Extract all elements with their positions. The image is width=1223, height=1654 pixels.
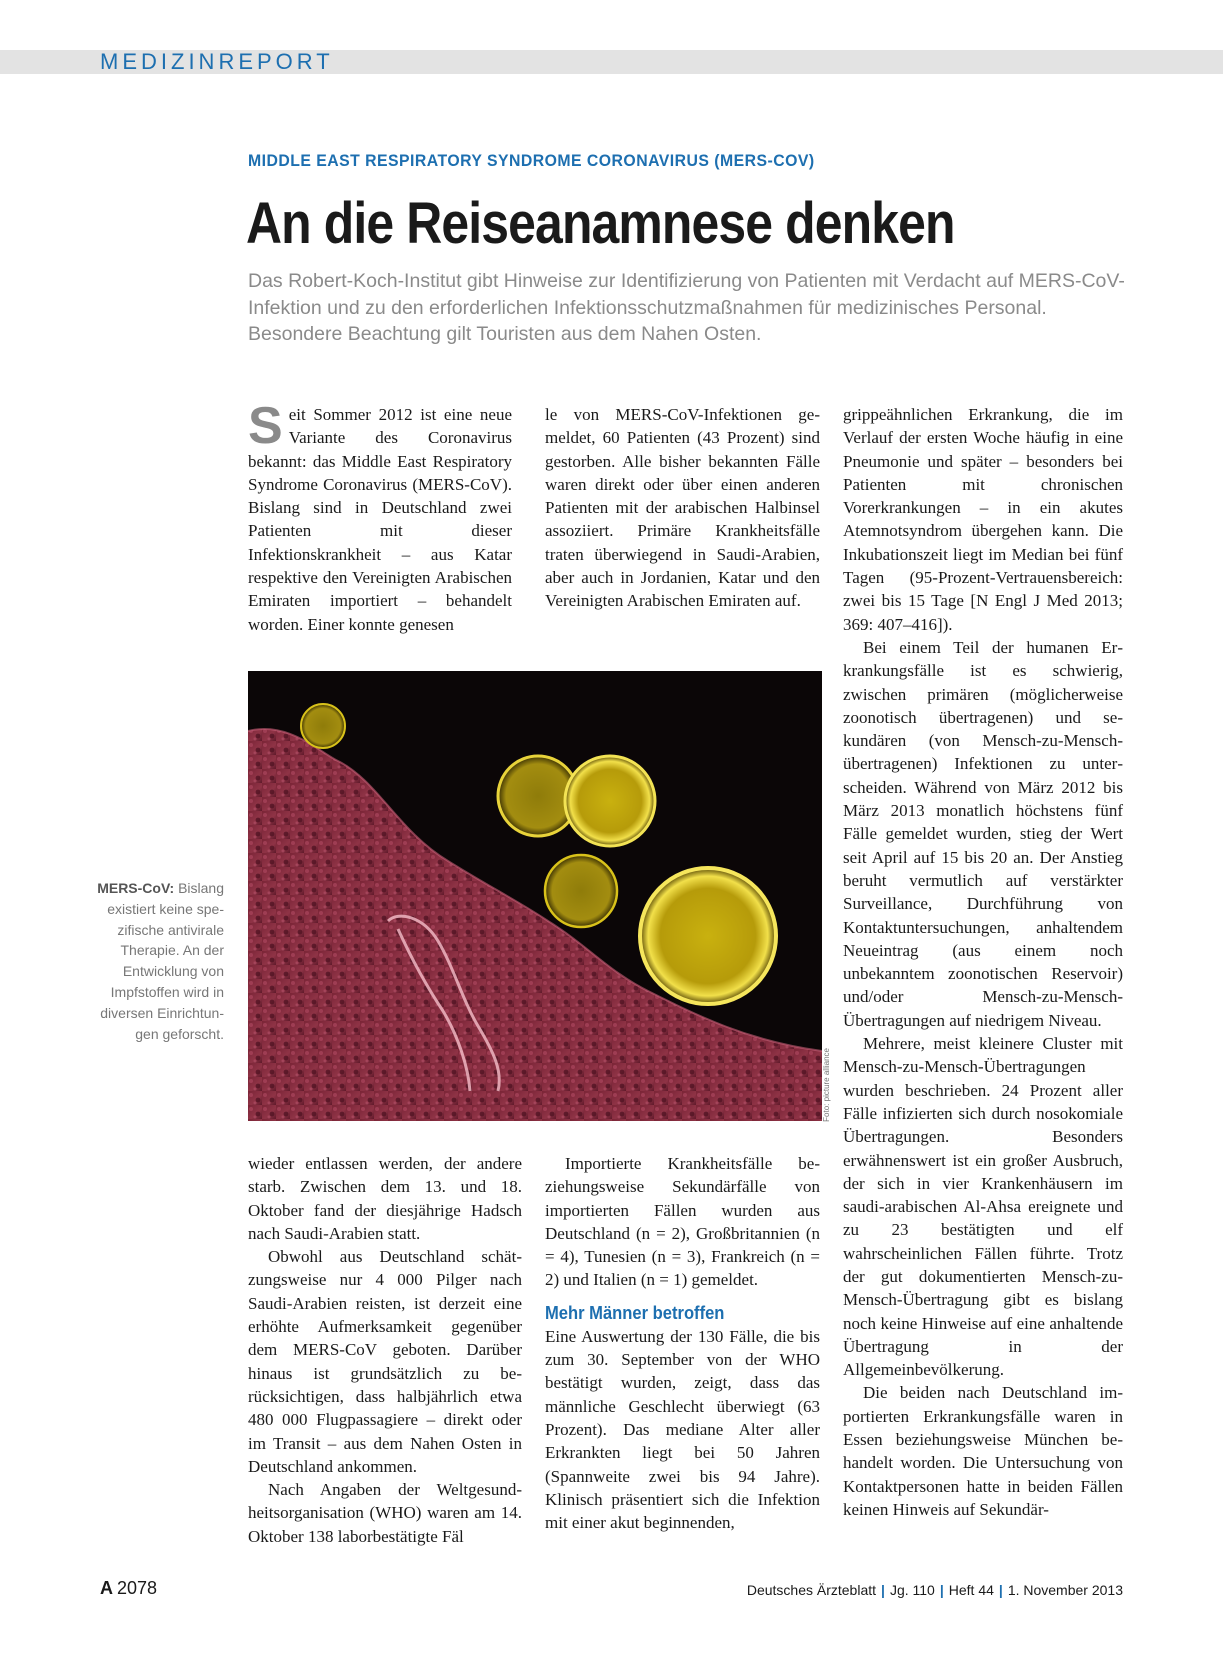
paragraph: wieder entlassen werden, der andere starb. Zwischen dem 13. und 18. Oktober fand der diesjährige Hadsch nach Saudi-Arabien statt. (248, 1154, 522, 1243)
page-number (100, 1578, 157, 1599)
article-title: An die Reiseanamnese denken (246, 191, 955, 256)
paragraph: Obwohl aus Deutschland schätzungsweise nur 4 000 Pilger nach Saudi-Arabien reisten, ist derzeit eine erhöhte Aufmerksamkeit gegenüber dem MERS-CoV geboten. Darüber hinaus ist grundsätzlich zu berücksichtigen, dass halbjährlich etwa 480 000 Flugpassagiere – direkt oder im Transit – aus dem Nahen Osten in Deutschland ankommen. (248, 1247, 522, 1476)
micrograph-image (248, 671, 822, 1121)
article-lead: Das Robert-Koch-Institut gibt Hinweise zur Identifizierung von Patienten mit Verdacht auf MERS-CoV-Infektion und zu den erforderlichen Infektionsschutzmaßnahmen für medizinisches Personal. Besondere Beachtung gilt Touristen aus dem Nahen Osten. (248, 270, 1125, 345)
journal-name: Deutsches Ärzteblatt (746, 1582, 877, 1598)
journal-issue: Heft 44 (948, 1582, 994, 1598)
page-number-value: 2078 (117, 1578, 158, 1598)
separator: | (939, 1582, 944, 1598)
virus-micrograph (248, 671, 822, 1121)
paragraph: Nach Angaben der Weltgesundheitsorganisation (WHO) waren am 14. Oktober 138 laborbestätigte Fäl (248, 1480, 522, 1546)
figure-caption (94, 878, 224, 1044)
journal-date: 1. November 2013 (1007, 1582, 1123, 1598)
photo-credit: Foto: picture alliance (822, 1048, 831, 1122)
page-prefix: A (100, 1578, 113, 1598)
journal-info (747, 1582, 1123, 1598)
subheading: Mehr Männer betroffen (545, 1302, 725, 1323)
caption-label: MERS-CoV: (97, 880, 175, 896)
column-3 (843, 403, 1123, 1521)
drop-cap: S (248, 397, 283, 455)
article-kicker: MIDDLE EAST RESPIRATORY SYNDROME CORONAVIRUS (MERS-COV) (248, 151, 815, 170)
section-label: MEDIZINREPORT (100, 49, 334, 74)
column-1-bottom (248, 1152, 522, 1548)
paragraph: Eine Auswertung der 130 Fälle, die bis zum 30. September von der WHO bestätigt wurden, zeigt, dass das männliche Geschlecht überwiegt (63 Prozent). Das mediane Alter aller Erkrankten liegt bei 50 Jahren (Spannweite zwei bis 94 Jahre). Klinisch präsentiert sich die Infektion mit einer akut beginnenden, (545, 1326, 820, 1533)
paragraph-text: eit Sommer 2012 ist eine neue Variante des Coronavirus bekannt: das Middle East Respiratory Syndrome Coronavirus (MERS-CoV). Bislang sind in Deutschland zwei Patienten mit dieser Infektionskrankheit – aus Katar respektive den Vereinigten Arabischen Emiraten importiert – behandelt worden. Einer konnte genesen (248, 405, 512, 634)
column-1-top (248, 397, 512, 636)
paragraph (248, 397, 512, 636)
separator: | (998, 1582, 1003, 1598)
caption-text: Bislang existiert keine spezifische antivirale Therapie. An der Entwicklung von Impfstoffen wird in diversen Einrichtungen geforscht. (100, 880, 224, 1042)
journal-volume: Jg. 110 (889, 1582, 935, 1598)
paragraph: Bei einem Teil der humanen Erkrankungsfälle ist es schwierig, zwischen primären (möglicherweise zoonotisch übertragenen) und sekundären (von Mensch-zu-Mensch-übertragenen) Infektionen zu unterscheiden. Während von März 2012 bis März 2013 monatlich höchstens fünf Fälle gemeldet wurden, stieg der Wert seit April auf 15 bis 20 an. Der Anstieg beruht vermutlich auf verstärkter Surveillance, Durchführung von Kontaktuntersuchungen, anhaltendem Neueintrag (aus einem noch unbekanntem zoonotischen Reservoir) und/oder Mensch-zu-Mensch-Übertragungen auf niedrigem Niveau. (843, 637, 1123, 1030)
paragraph: Mehrere, meist kleinere Cluster mit Mensch-zu-Mensch-Übertragungen wurden beschrieben. 24 Prozent aller Fälle infizierten sich durch nosokomiale Übertragungen. Besonders erwähnenswert ist ein großer Ausbruch, der sich in vier Krankenhäusern im saudi-arabischen Al-Ahsa ereignete und zu 23 bestätigten und elf wahrscheinlichen Fällen führte. Trotz der gut dokumentierten Mensch-zu-Mensch-Übertragung gibt es bislang noch keine Hinweise auf eine anhaltende Übertragung in der Allgemeinbevölkerung. (843, 1034, 1123, 1380)
paragraph: le von MERS-CoV-Infektionen gemeldet, 60 Patienten (43 Prozent) sind gestorben. Alle bisher bekannten Fälle waren direkt oder über einen anderen Patienten mit der arabischen Halbinsel assoziiert. Primäre Krankheitsfälle traten überwiegend in Saudi-Arabien, aber auch in Jordanien, Katar und den Vereinigten Arabischen Emiraten auf. (545, 405, 820, 611)
paragraph: Die beiden nach Deutschland importierten Erkrankungsfälle waren in Essen beziehungsweise München behandelt worden. Die Untersuchung von Kontaktpersonen hatte in beiden Fällen keinen Hinweis auf Sekundär- (843, 1383, 1123, 1519)
column-2-bottom (545, 1152, 820, 1534)
separator: | (881, 1582, 885, 1598)
column-2-top (545, 403, 820, 613)
paragraph: Importierte Krankheitsfälle beziehungsweise Sekundärfälle von importierten Fällen wurden aus Deutschland (n = 2), Großbritannien (n = 4), Tunesien (n = 3), Frankreich (n = 2) und Italien (n = 1) gemeldet. (545, 1154, 820, 1290)
paragraph: grippeähnlichen Erkrankung, die im Verlauf der ersten Woche häufig in eine Pneumonie und später – besonders bei Patienten mit chronischen Vorerkrankungen – in ein akutes Atemnotsyndrom übergehen kann. Die Inkubationszeit liegt im Median bei fünf Tagen (95-Prozent-Vertrauensbereich: zwei bis 15 Tage [N Engl J Med 2013; 369: 407–416]). (843, 405, 1123, 634)
